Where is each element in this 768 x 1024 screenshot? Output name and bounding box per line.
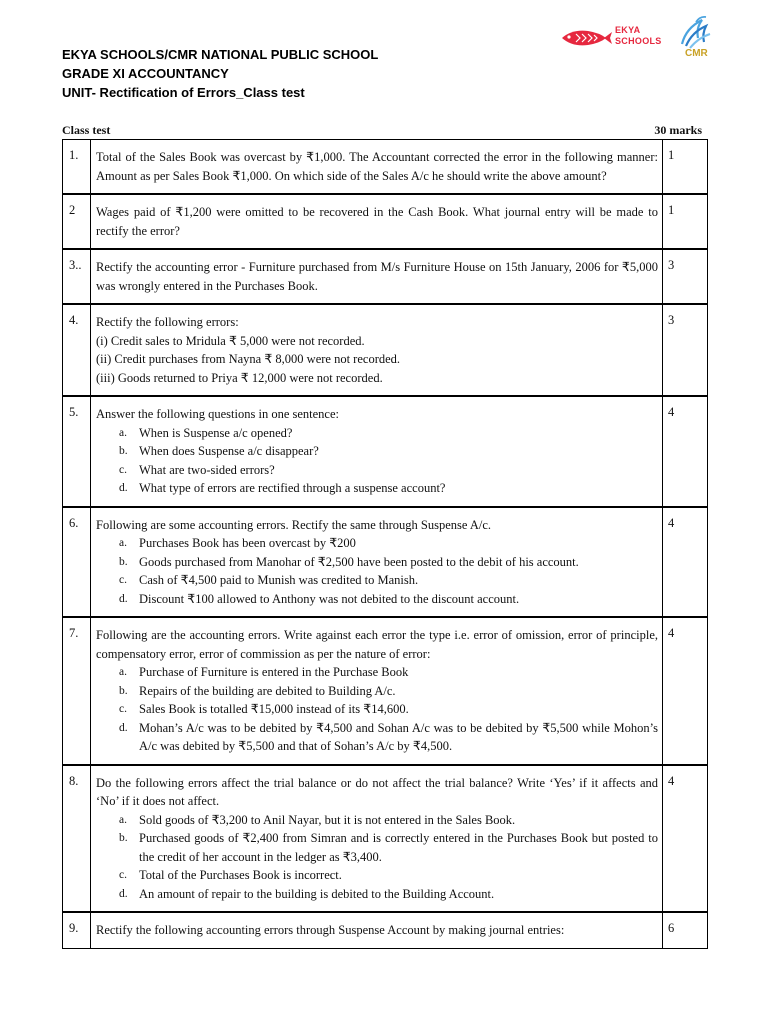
sub-question-list [96, 424, 658, 498]
sub-question: b. When does Suspense a/c disappear? [119, 444, 319, 458]
cmr-logo [676, 14, 716, 64]
question-text: Rectify the following accounting errors through Suspense Account by making journal entries: [91, 913, 663, 948]
sub-question: a. Purchase of Furniture is entered in the Purchase Book [119, 665, 409, 679]
question-text: Rectify the following errors: (i) Credit sales to Mridula ₹ 5,000 were not recorded. (ii) Credit purchases from Nayna ₹ 8,000 were not recorded. (iii) Goods returned to Priya ₹ 12,000 were not recorded. [91, 305, 663, 395]
ekya-logo [560, 24, 665, 54]
question-number: 4. [63, 305, 91, 395]
questions-table [62, 139, 708, 949]
question-marks: 1 [668, 148, 675, 162]
sub-error-line: (i) Credit sales to Mridula ₹ 5,000 were not recorded. [96, 333, 365, 348]
question-number: 1. [63, 140, 91, 193]
document-header [62, 45, 482, 102]
question-marks: 3 [668, 313, 675, 327]
sub-question: b. Repairs of the building are debited to Building A/c. [119, 683, 396, 698]
question-number: 6. [63, 508, 91, 617]
question-row [63, 913, 707, 948]
ekya-fish-icon [560, 27, 612, 49]
sub-question: d. Discount ₹100 allowed to Anthony was not debited to the discount account. [119, 591, 520, 606]
question-row [63, 250, 707, 305]
question-text: Answer the following questions in one sentence: a. When is Suspense a/c opened? b. When does Suspense a/c disappear? c. What are two-sided errors? d. What type of errors are rectified through a suspense account? [91, 397, 663, 506]
question-text: Rectify the accounting error - Furniture purchased from M/s Furniture House on 15th January, 2006 for ₹5,000 was wrongly entered in the Purchases Book. [91, 250, 663, 303]
question-row [63, 618, 707, 766]
sub-question: d. Mohan’s A/c was to be debited by ₹4,500 and Sohan A/c was to be debited by ₹5,500 while Mohon’s A/c was debited by ₹5,500 and that of Sohan’s A/c by ₹4,500. [119, 720, 658, 753]
question-text: Total of the Sales Book was overcast by ₹1,000. The Accountant corrected the error in the following manner: Amount as per Sales Book ₹1,000. On which side of the Sales A/c he should write the above amount? [91, 140, 663, 193]
sub-question: c. What are two-sided errors? [119, 462, 275, 477]
sub-question: a. When is Suspense a/c opened? [119, 425, 293, 440]
grade-subject: GRADE XI ACCOUNTANCY [62, 66, 229, 81]
question-marks: 3 [668, 258, 675, 272]
sub-question: c. Sales Book is totalled ₹15,000 instead of its ₹14,600. [119, 702, 409, 716]
question-text: Wages paid of ₹1,200 were omitted to be recovered in the Cash Book. What journal entry will be made to rectify the error? [91, 195, 663, 248]
sub-question: a. Purchases Book has been overcast by ₹200 [119, 536, 356, 550]
question-number: 5. [63, 397, 91, 506]
sub-question: b. Purchased goods of ₹2,400 from Simran and is correctly entered in the Purchases Book but posted to the credit of her account in the ledger as ₹3,400. [119, 831, 658, 864]
question-number: 7. [63, 618, 91, 764]
question-number: 3.. [63, 250, 91, 303]
test-heading [62, 122, 704, 138]
question-marks: 4 [668, 773, 675, 788]
question-number: 8. [63, 766, 91, 912]
sub-question: b. Goods purchased from Manohar of ₹2,500 have been posted to the debit of his account. [119, 554, 579, 569]
total-marks: 30 marks [654, 123, 702, 137]
sub-error-line: (iii) Goods returned to Priya ₹ 12,000 were not recorded. [96, 370, 383, 385]
question-row [63, 140, 707, 195]
question-row [63, 766, 707, 914]
question-marks: 4 [668, 515, 675, 530]
sub-question-list [96, 663, 658, 756]
sub-question-list [96, 534, 658, 608]
sub-question: d. What type of errors are rectified through a suspense account? [119, 481, 446, 495]
question-row [63, 195, 707, 250]
sub-error-line: (ii) Credit purchases from Nayna ₹ 8,000 were not recorded. [96, 352, 401, 366]
question-number: 2 [63, 195, 91, 248]
sub-question: c. Total of the Purchases Book is incorrect. [119, 868, 342, 882]
test-label: Class test [62, 123, 111, 137]
ekya-logo-line1: EKYA [615, 25, 641, 35]
question-marks: 4 [668, 405, 675, 419]
question-row [63, 305, 707, 397]
question-marks: 6 [668, 921, 675, 935]
question-text: Following are the accounting errors. Write against each error the type i.e. error of omission, error of principle, compensatory error, error of commission as per the nature of error: a. Purchase of Furniture is entered in the Purchase Book b. Repairs of the building are debited to Building A/c. c. Sales Book is totalled ₹15,000 instead of its ₹14,600. d. Mohan’s A/c was to be debited by ₹4,500 and Sohan A/c was to be debited by ₹5,500 while Mohon’s A/c was debited by ₹5,500 and that of Sohan’s A/c by ₹4,500. [91, 618, 663, 764]
ekya-logo-line2: SCHOOLS [615, 36, 662, 46]
cmr-logo-text: CMR [685, 48, 708, 59]
question-number: 9. [63, 913, 91, 948]
question-marks: 1 [668, 203, 675, 217]
question-text: Do the following errors affect the trial balance or do not affect the trial balance? Write ‘Yes’ if it affects and ‘No’ if it does not affect. a. Sold goods of ₹3,200 to Anil Nayar, but it is not entered in the Sales Book. b. Purchased goods of ₹2,400 from Simran and is correctly entered in the Purchases Book but posted to the credit of her account in the ledger as ₹3,400. c. Total of the Purchases Book is incorrect. d. An amount of repair to the building is debited to the Building Account. [91, 766, 663, 912]
school-name: EKYA SCHOOLS/CMR NATIONAL PUBLIC SCHOOL [62, 47, 379, 62]
sub-question: d. An amount of repair to the building is debited to the Building Account. [119, 886, 495, 901]
sub-question: c. Cash of ₹4,500 paid to Munish was credited to Manish. [119, 573, 419, 587]
question-row [63, 508, 707, 619]
question-row [63, 397, 707, 508]
sub-question-list [96, 811, 658, 904]
sub-question: a. Sold goods of ₹3,200 to Anil Nayar, but it is not entered in the Sales Book. [119, 812, 516, 827]
cmr-swirl-icon [676, 14, 716, 50]
unit-title: UNIT- Rectification of Errors_Class test [62, 85, 305, 100]
question-text: Following are some accounting errors. Rectify the same through Suspense A/c. a. Purchases Book has been overcast by ₹200 b. Goods purchased from Manohar of ₹2,500 have been posted to the debit of his account. c. Cash of ₹4,500 paid to Munish was credited to Manish. d. Discount ₹100 allowed to Anthony was not debited to the discount account. [91, 508, 663, 617]
question-marks: 4 [668, 626, 675, 640]
